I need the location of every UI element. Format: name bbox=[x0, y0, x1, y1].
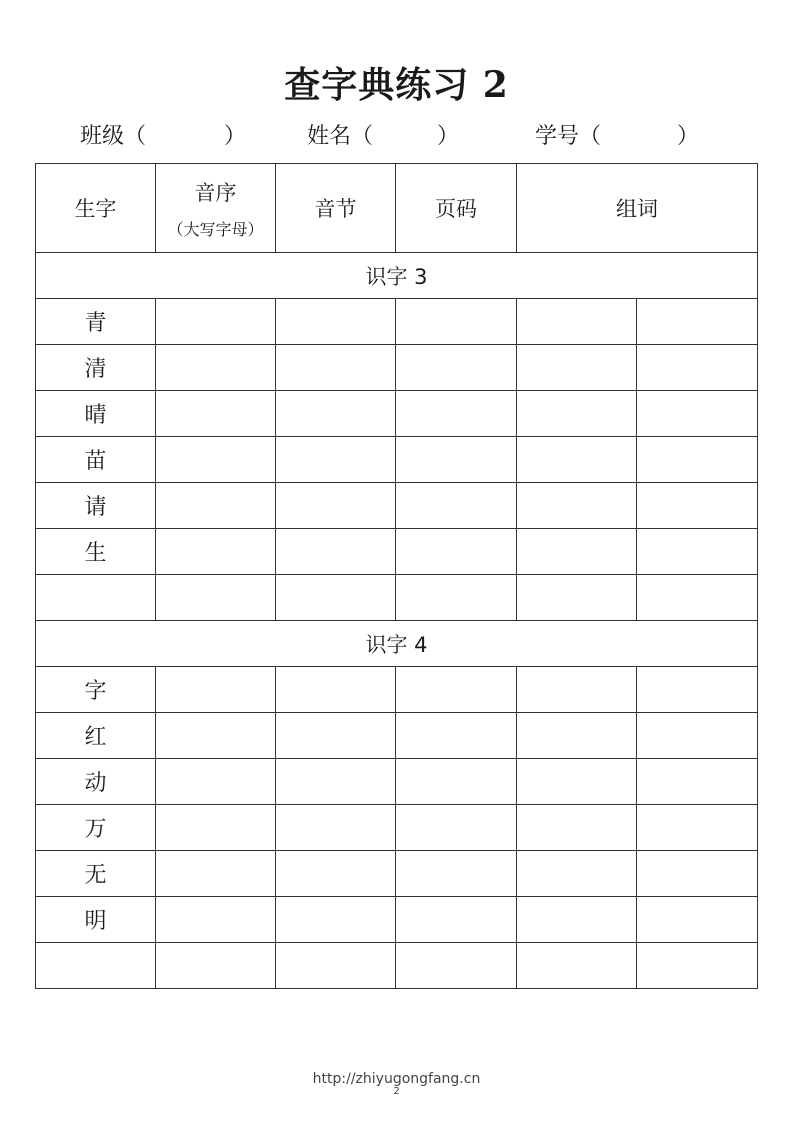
table-row bbox=[36, 345, 758, 391]
word-cell-2[interactable] bbox=[637, 529, 758, 575]
table-row bbox=[36, 713, 758, 759]
table-row bbox=[36, 483, 758, 529]
word-cell-1[interactable] bbox=[517, 299, 637, 345]
class-field bbox=[80, 122, 246, 152]
header-page: 页码 bbox=[396, 164, 517, 253]
header-row bbox=[36, 164, 758, 253]
table-row bbox=[36, 851, 758, 897]
word-cell-1[interactable] bbox=[517, 897, 637, 943]
page-cell[interactable] bbox=[396, 575, 517, 621]
order-cell[interactable] bbox=[156, 575, 276, 621]
page-title: 查字典练习 2 bbox=[284, 64, 509, 106]
word-cell-1[interactable] bbox=[517, 437, 637, 483]
word-cell-2[interactable] bbox=[637, 713, 758, 759]
word-cell-2[interactable] bbox=[637, 943, 758, 989]
char-cell: 生 bbox=[36, 529, 156, 575]
order-cell[interactable] bbox=[156, 805, 276, 851]
table-row bbox=[36, 529, 758, 575]
word-cell-2[interactable] bbox=[637, 299, 758, 345]
order-cell[interactable] bbox=[156, 529, 276, 575]
table-row bbox=[36, 391, 758, 437]
table-row bbox=[36, 943, 758, 989]
table-row bbox=[36, 759, 758, 805]
page-cell[interactable] bbox=[396, 805, 517, 851]
footer-url: http://zhiyugongfang.cn bbox=[312, 1071, 481, 1087]
char-cell: 晴 bbox=[36, 391, 156, 437]
char-cell: 苗 bbox=[36, 437, 156, 483]
word-cell-1[interactable] bbox=[517, 667, 637, 713]
word-cell-2[interactable] bbox=[637, 391, 758, 437]
table-row bbox=[36, 575, 758, 621]
order-cell[interactable] bbox=[156, 851, 276, 897]
section-row bbox=[36, 253, 758, 299]
page-cell[interactable] bbox=[396, 667, 517, 713]
char-cell: 万 bbox=[36, 805, 156, 851]
syllable-cell[interactable] bbox=[276, 345, 396, 391]
word-cell-1[interactable] bbox=[517, 759, 637, 805]
table-row bbox=[36, 897, 758, 943]
syllable-cell[interactable] bbox=[276, 897, 396, 943]
page-cell[interactable] bbox=[396, 299, 517, 345]
page-cell[interactable] bbox=[396, 391, 517, 437]
char-cell: 青 bbox=[36, 299, 156, 345]
order-cell[interactable] bbox=[156, 437, 276, 483]
word-cell-1[interactable] bbox=[517, 575, 637, 621]
syllable-cell[interactable] bbox=[276, 805, 396, 851]
table-row bbox=[36, 805, 758, 851]
word-cell-1[interactable] bbox=[517, 529, 637, 575]
order-cell[interactable] bbox=[156, 667, 276, 713]
syllable-cell[interactable] bbox=[276, 391, 396, 437]
order-cell[interactable] bbox=[156, 299, 276, 345]
table-row bbox=[36, 667, 758, 713]
syllable-cell[interactable] bbox=[276, 437, 396, 483]
name-field bbox=[307, 122, 459, 152]
section-title: 识字 3 bbox=[36, 253, 758, 299]
order-cell[interactable] bbox=[156, 391, 276, 437]
page-cell[interactable] bbox=[396, 345, 517, 391]
word-cell-2[interactable] bbox=[637, 851, 758, 897]
header-words: 组词 bbox=[517, 164, 758, 253]
word-cell-2[interactable] bbox=[637, 805, 758, 851]
header-char: 生字 bbox=[36, 164, 156, 253]
order-cell[interactable] bbox=[156, 943, 276, 989]
id-label: 学号（ bbox=[535, 124, 602, 149]
word-cell-2[interactable] bbox=[637, 575, 758, 621]
char-cell: 动 bbox=[36, 759, 156, 805]
class-label: 班级（ bbox=[80, 124, 147, 149]
word-cell-2[interactable] bbox=[637, 483, 758, 529]
word-cell-2[interactable] bbox=[637, 437, 758, 483]
char-cell: 无 bbox=[36, 851, 156, 897]
name-label: 姓名（ bbox=[307, 124, 374, 149]
word-cell-1[interactable] bbox=[517, 713, 637, 759]
order-cell[interactable] bbox=[156, 759, 276, 805]
syllable-cell[interactable] bbox=[276, 713, 396, 759]
table-row bbox=[36, 299, 758, 345]
header-order-sub: （大写字母） bbox=[167, 219, 264, 239]
dictionary-practice-table bbox=[35, 163, 758, 989]
page-cell[interactable] bbox=[396, 943, 517, 989]
header-order-main: 音序 bbox=[194, 180, 237, 205]
word-cell-2[interactable] bbox=[637, 667, 758, 713]
page-cell[interactable] bbox=[396, 483, 517, 529]
page-cell[interactable] bbox=[396, 759, 517, 805]
word-cell-1[interactable] bbox=[517, 483, 637, 529]
char-cell: 请 bbox=[36, 483, 156, 529]
page-cell[interactable] bbox=[396, 437, 517, 483]
char-cell: 红 bbox=[36, 713, 156, 759]
page-cell[interactable] bbox=[396, 529, 517, 575]
page-cell[interactable] bbox=[396, 851, 517, 897]
word-cell-2[interactable] bbox=[637, 897, 758, 943]
id-close: ） bbox=[677, 124, 700, 149]
table-row bbox=[36, 437, 758, 483]
header-order bbox=[156, 164, 276, 253]
syllable-cell[interactable] bbox=[276, 851, 396, 897]
syllable-cell[interactable] bbox=[276, 299, 396, 345]
syllable-cell[interactable] bbox=[276, 943, 396, 989]
order-cell[interactable] bbox=[156, 345, 276, 391]
word-cell-2[interactable] bbox=[637, 759, 758, 805]
syllable-cell[interactable] bbox=[276, 667, 396, 713]
header-syllable: 音节 bbox=[276, 164, 396, 253]
order-cell[interactable] bbox=[156, 483, 276, 529]
page-cell[interactable] bbox=[396, 713, 517, 759]
syllable-cell[interactable] bbox=[276, 529, 396, 575]
word-cell-1[interactable] bbox=[517, 391, 637, 437]
student-id-field bbox=[535, 122, 699, 152]
class-close: ） bbox=[224, 124, 247, 149]
char-cell bbox=[36, 575, 156, 621]
word-cell-2[interactable] bbox=[637, 345, 758, 391]
syllable-cell[interactable] bbox=[276, 483, 396, 529]
order-cell[interactable] bbox=[156, 713, 276, 759]
page-cell[interactable] bbox=[396, 897, 517, 943]
page-number: 2 bbox=[393, 1086, 400, 1097]
char-cell: 字 bbox=[36, 667, 156, 713]
section-title: 识字 4 bbox=[36, 621, 758, 667]
word-cell-1[interactable] bbox=[517, 805, 637, 851]
char-cell: 清 bbox=[36, 345, 156, 391]
name-close: ） bbox=[437, 124, 460, 149]
word-cell-1[interactable] bbox=[517, 943, 637, 989]
syllable-cell[interactable] bbox=[276, 575, 396, 621]
char-cell: 明 bbox=[36, 897, 156, 943]
syllable-cell[interactable] bbox=[276, 759, 396, 805]
word-cell-1[interactable] bbox=[517, 345, 637, 391]
section-row bbox=[36, 621, 758, 667]
word-cell-1[interactable] bbox=[517, 851, 637, 897]
char-cell bbox=[36, 943, 156, 989]
order-cell[interactable] bbox=[156, 897, 276, 943]
